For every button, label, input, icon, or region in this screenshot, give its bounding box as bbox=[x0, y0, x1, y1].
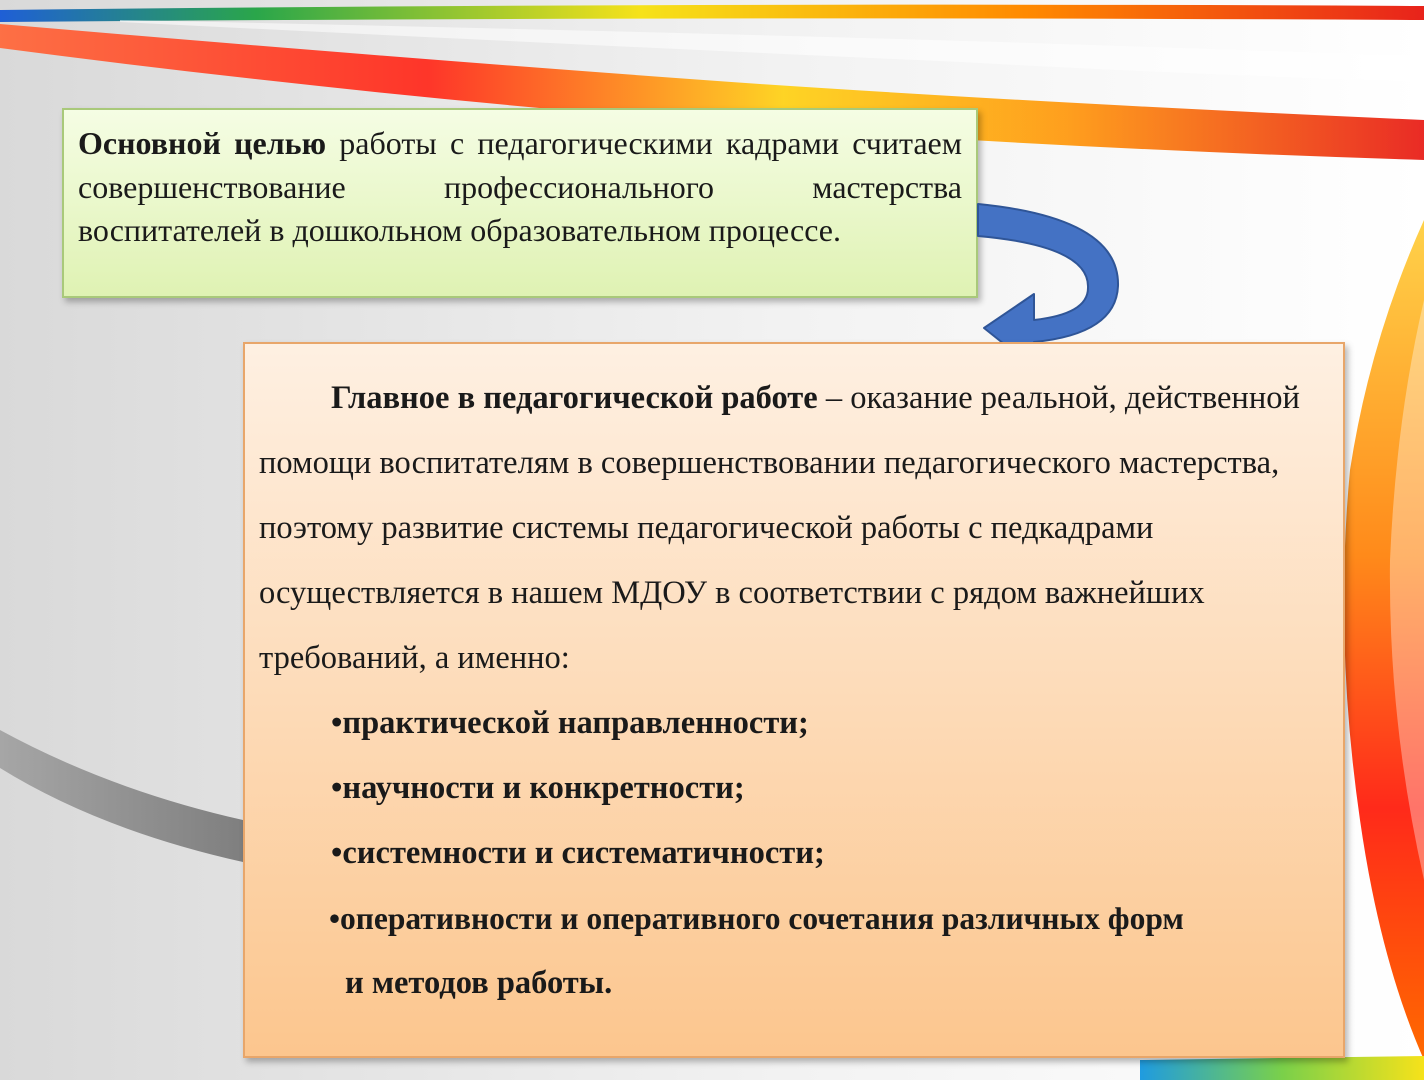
list-item: •практической направленности; bbox=[331, 705, 809, 741]
list-item-continuation: и методов работы. bbox=[345, 965, 613, 1001]
goal-paragraph bbox=[78, 122, 962, 253]
goal-text: работы с педагогическими кадрами считаем совершенствование профессионального мастерства воспитателей в дошкольном образовательном процессе. bbox=[78, 125, 963, 248]
main-paragraph bbox=[259, 366, 1329, 691]
main-bold-lead: Главное в педагогической работе bbox=[331, 380, 818, 416]
requirements-list bbox=[259, 691, 1329, 1016]
goal-bold-lead: Основной целью bbox=[78, 125, 327, 161]
list-item: •оперативности и оперативного сочетания различных форм bbox=[329, 901, 1184, 936]
list-item: •системности и систематичности; bbox=[331, 835, 825, 871]
goal-text-box bbox=[62, 108, 978, 298]
main-text-box bbox=[243, 342, 1345, 1058]
list-item: •научности и конкретности; bbox=[331, 770, 745, 806]
main-text: – оказание реальной, действенной помощи воспитателям в совершенствовании педагогического мастерства, поэтому развитие системы педагогической работы с педкадрами осуществляется в нашем МДОУ в соответствии с рядом важнейших требований, а именно: bbox=[259, 380, 1300, 676]
